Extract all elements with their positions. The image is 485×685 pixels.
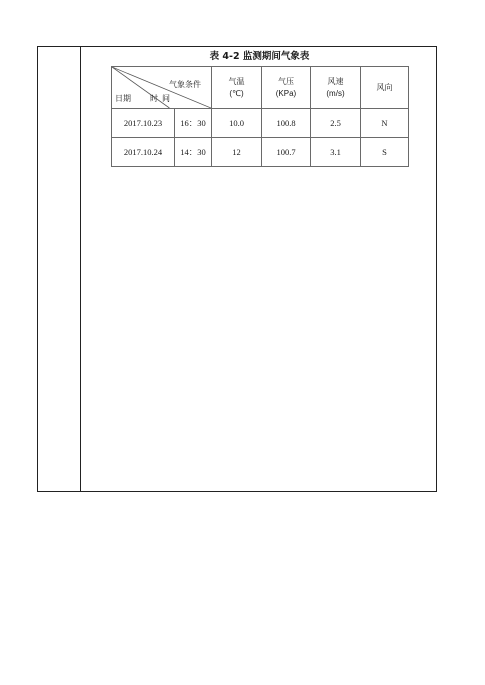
- header-pressure: [262, 67, 311, 109]
- header-wind-direction: [361, 67, 409, 109]
- header-wind-speed-unit: (m/s): [326, 88, 345, 98]
- cell-temperature: 10.0: [212, 109, 262, 138]
- header-pressure-name: 气压: [278, 76, 294, 86]
- cell-wind-direction: S: [361, 138, 409, 167]
- header-temperature-name: 气温: [228, 76, 245, 86]
- cell-time: 16：30: [175, 109, 212, 138]
- cell-pressure: 100.8: [262, 109, 311, 138]
- diagonal-label-time: 时间: [150, 94, 174, 103]
- header-wind-speed: [311, 67, 361, 109]
- table-title: 表 4-2 监测期间气象表: [209, 51, 310, 62]
- header-temperature-unit: (℃): [229, 88, 244, 98]
- diagonal-label-date: 日期: [115, 94, 131, 103]
- table-header-row: [112, 67, 409, 109]
- table-row: [112, 109, 409, 138]
- left-column-divider: [80, 46, 81, 492]
- header-temperature: [212, 67, 262, 109]
- diagonal-label-conditions: 气象条件: [169, 80, 201, 89]
- cell-pressure: 100.7: [262, 138, 311, 167]
- header-wind-speed-name: 风速: [327, 76, 344, 86]
- cell-date: 2017.10.23: [112, 109, 175, 138]
- cell-wind-direction: N: [361, 109, 409, 138]
- cell-time: 14：30: [175, 138, 212, 167]
- diagonal-header-cell: [112, 67, 212, 109]
- cell-wind-speed: 3.1: [311, 138, 361, 167]
- cell-wind-speed: 2.5: [311, 109, 361, 138]
- weather-table: [111, 66, 409, 167]
- header-wind-direction-name: 风向: [376, 82, 393, 92]
- header-pressure-unit: (KPa): [275, 88, 297, 98]
- cell-date: 2017.10.24: [112, 138, 175, 167]
- cell-temperature: 12: [212, 138, 262, 167]
- table-row: [112, 138, 409, 167]
